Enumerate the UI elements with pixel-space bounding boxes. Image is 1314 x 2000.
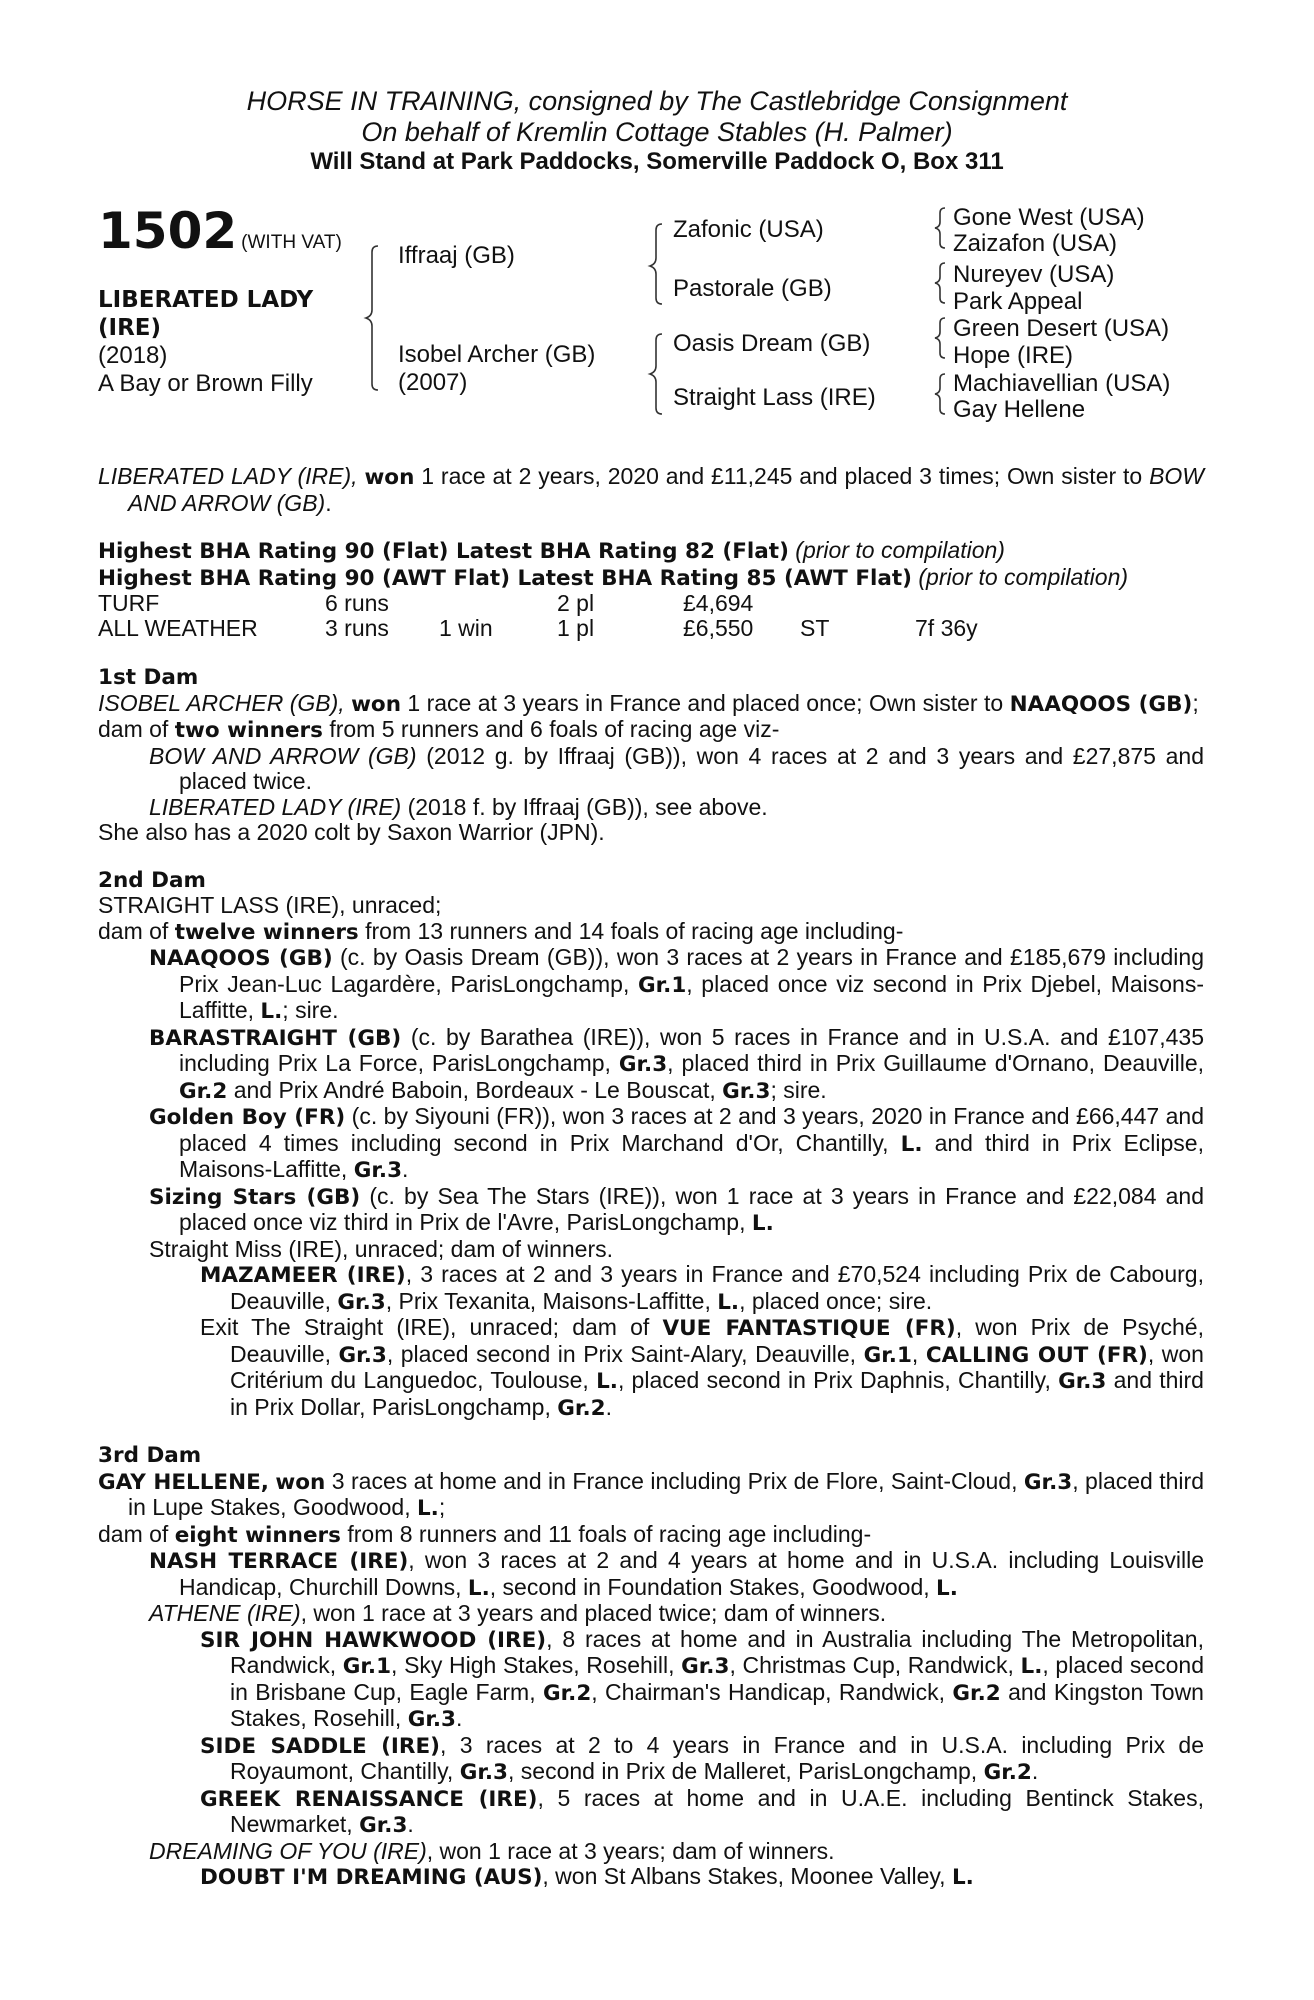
behalf-line: On behalf of Kremlin Cottage Stables (H. Palmer) [361, 117, 953, 147]
pedigree-gen3-8: Gay Hellene [953, 396, 1086, 423]
pedigree-dam-sire: Oasis Dream (GB) [673, 330, 871, 357]
vat-note: (WITH VAT) [241, 232, 342, 253]
third-dam-progeny-3: DREAMING OF YOU (IRE), won 1 race at 3 years; dam of winners. [149, 1837, 835, 1864]
third-dam-record: GAY HELLENE, won 3 races at home and in France including Prix de Flore, Saint-Cloud, Gr.3, placed third in Lupe Stakes, Goodwood, L.; [98, 1467, 1204, 1521]
second-dam-grandprogeny-1: MAZAMEER (IRE), 3 races at 2 and 3 years in France and £70,524 including Prix de Cabourg, Deauville, Gr.3, Prix Texanita, Maisons-Laffitte, L., placed once; sire. [200, 1261, 1204, 1315]
aw-distance: 7f 36y [915, 615, 978, 641]
race-record-table [98, 591, 1204, 643]
turf-placed: 2 pl [557, 590, 595, 616]
aw-going: ST [800, 615, 830, 641]
pedigree-gen3-6: Hope (IRE) [953, 342, 1074, 369]
first-dam-progeny-1: BOW AND ARROW (GB) (2012 g. by Iffraaj (GB)), won 4 races at 2 and 3 years and £27,875 and placed twice. [149, 742, 1205, 794]
second-dam-progeny-5: Straight Miss (IRE), unraced; dam of winners. [149, 1235, 613, 1262]
second-dam-progeny-3: Golden Boy (FR) (c. by Siyouni (FR)), won 3 races at 2 and 3 years, 2020 in France and £66,447 and placed 4 times including second in Prix Marchand d'Or, Chantilly, L. and third in Prix Eclipse, Maisons-Laffitte, Gr.3. [149, 1103, 1204, 1183]
third-dam-progeny-2: ATHENE (IRE), won 1 race at 3 years and placed twice; dam of winners. [149, 1600, 887, 1626]
first-dam-heading: 1st Dam [98, 665, 199, 690]
second-dam-grandprogeny-2: Exit The Straight (IRE), unraced; dam of VUE FANTASTIQUE (FR), won Prix de Psyché, Deauville, Gr.3, placed second in Prix Saint-Alary, Deauville, Gr.1, CALLING OUT (FR), won Critérium du Languedoc, Toulouse, L., placed second in Prix Daphnis, Chantilly, Gr.3 and third in Prix Dollar, ParisLongchamp, Gr.2. [200, 1314, 1204, 1421]
consignor-line: HORSE IN TRAINING, consigned by The Castlebridge Consignment [246, 86, 1068, 116]
turf-label: TURF [98, 590, 160, 616]
first-dam-also: She also has a 2020 colt by Saxon Warrior (JPN). [98, 819, 605, 845]
pedigree-gen3-4: Park Appeal [953, 288, 1083, 315]
first-dam-record: ISOBEL ARCHER (GB), won 1 race at 3 years in France and placed once; Own sister to NAAQOOS (GB); [98, 689, 1199, 717]
pedigree-sire-dam: Pastorale (GB) [673, 275, 832, 302]
pedigree-sire: Iffraaj (GB) [398, 242, 515, 269]
catalogue-body [98, 464, 1204, 1891]
third-dam-progeny-1: NASH TERRACE (IRE), won 3 races at 2 and 4 years at home and in U.S.A. including Louisville Handicap, Churchill Downs, L., second in Foundation Stakes, Goodwood, L. [149, 1547, 1204, 1601]
stand-location: Will Stand at Park Paddocks, Somerville Paddock O, Box 311 [310, 148, 1004, 175]
second-dam-record: STRAIGHT LASS (IRE), unraced; [98, 892, 442, 918]
second-dam-heading: 2nd Dam [98, 867, 206, 893]
aw-wins: 1 win [439, 615, 493, 641]
pedigree-gen3-1: Gone West (USA) [953, 204, 1145, 231]
race-summary: LIBERATED LADY (IRE), won 1 race at 2 years, 2020 and £11,245 and placed 3 times; Own sister to BOW AND ARROW (GB). [98, 463, 1205, 516]
aw-money: £6,550 [683, 615, 754, 641]
second-dam-produce: dam of twelve winners from 13 runners and 14 foals of racing age including- [98, 917, 904, 945]
pedigree-dam-dam: Straight Lass (IRE) [673, 384, 876, 411]
third-dam-grandprogeny-2: SIDE SADDLE (IRE), 3 races at 2 to 4 years in France and in U.S.A. including Prix de Royaumont, Chantilly, Gr.3, second in Prix de Malleret, ParisLongchamp, Gr.2. [200, 1731, 1204, 1785]
pedigree-gen3-2: Zaizafon (USA) [953, 230, 1118, 257]
first-dam-progeny-2: LIBERATED LADY (IRE) (2018 f. by Iffraaj (GB)), see above. [149, 793, 768, 820]
horse-description: A Bay or Brown Filly [98, 370, 313, 397]
second-dam-progeny-1: NAAQOOS (GB) (c. by Oasis Dream (GB)), won 3 races at 2 years in France and £185,679 including Prix Jean-Luc Lagardère, ParisLongchamp, Gr.1, placed once viz second in Prix Djebel, Maisons-Laffitte, L.; sire. [149, 944, 1204, 1024]
lot-number: 1502 [98, 202, 238, 260]
pedigree-sire-sire: Zafonic (USA) [673, 216, 824, 243]
aw-label: ALL WEATHER [98, 615, 258, 641]
pedigree-gen3-3: Nureyev (USA) [953, 261, 1115, 288]
third-dam-grandprogeny-3: GREEK RENAISSANCE (IRE), 5 races at home and in U.A.E. including Bentinck Stakes, Newmarket, Gr.3. [200, 1784, 1204, 1838]
turf-money: £4,694 [683, 590, 754, 616]
turf-runs: 6 runs [325, 590, 389, 616]
rating-line-2: Highest BHA Rating 90 (AWT Flat) Latest BHA Rating 85 (AWT Flat) (prior to compilation) [98, 563, 1129, 591]
third-dam-grandprogeny-1: SIR JOHN HAWKWOOD (IRE), 8 races at home and in Australia including The Metropolitan, Randwick, Gr.1, Sky High Stakes, Rosehill, Gr.3, Christmas Cup, Randwick, L., placed second in Brisbane Cup, Eagle Farm, Gr.2, Chairman's Handicap, Randwick, Gr.2 and Kingston Town Stakes, Rosehill, Gr.3. [200, 1625, 1204, 1732]
third-dam-grandprogeny-4: DOUBT I'M DREAMING (AUS), won St Albans Stakes, Moonee Valley, L. [200, 1863, 974, 1890]
third-dam-produce: dam of eight winners from 8 runners and 11 foals of racing age including- [98, 1520, 872, 1548]
first-dam-produce: dam of two winners from 5 runners and 6 foals of racing age viz- [98, 716, 780, 743]
pedigree-dam: Isobel Archer (GB) (2007) [398, 341, 596, 396]
aw-placed: 1 pl [557, 615, 595, 641]
aw-runs: 3 runs [325, 615, 389, 641]
third-dam-heading: 3rd Dam [98, 1443, 202, 1468]
rating-line-1: Highest BHA Rating 90 (Flat) Latest BHA Rating 82 (Flat) (prior to compilation) [98, 537, 1005, 564]
second-dam-progeny-4: Sizing Stars (GB) (c. by Sea The Stars (IRE)), won 1 race at 3 years in France and £22,084 and placed once viz third in Prix de l'Avre, ParisLongchamp, L. [149, 1182, 1204, 1236]
horse-year: (2018) [98, 342, 168, 369]
horse-name: LIBERATED LADY (IRE) [98, 287, 314, 341]
pedigree-gen3-5: Green Desert (USA) [953, 315, 1170, 342]
second-dam-progeny-2: BARASTRAIGHT (GB) (c. by Barathea (IRE)), won 5 races in France and in U.S.A. and £107,435 including Prix La Force, ParisLongchamp, Gr.3, placed third in Prix Guillaume d'Ornano, Deauville, Gr.2 and Prix André Baboin, Bordeaux - Le Bouscat, Gr.3; sire. [149, 1023, 1204, 1104]
pedigree-gen3-7: Machiavellian (USA) [953, 370, 1171, 397]
